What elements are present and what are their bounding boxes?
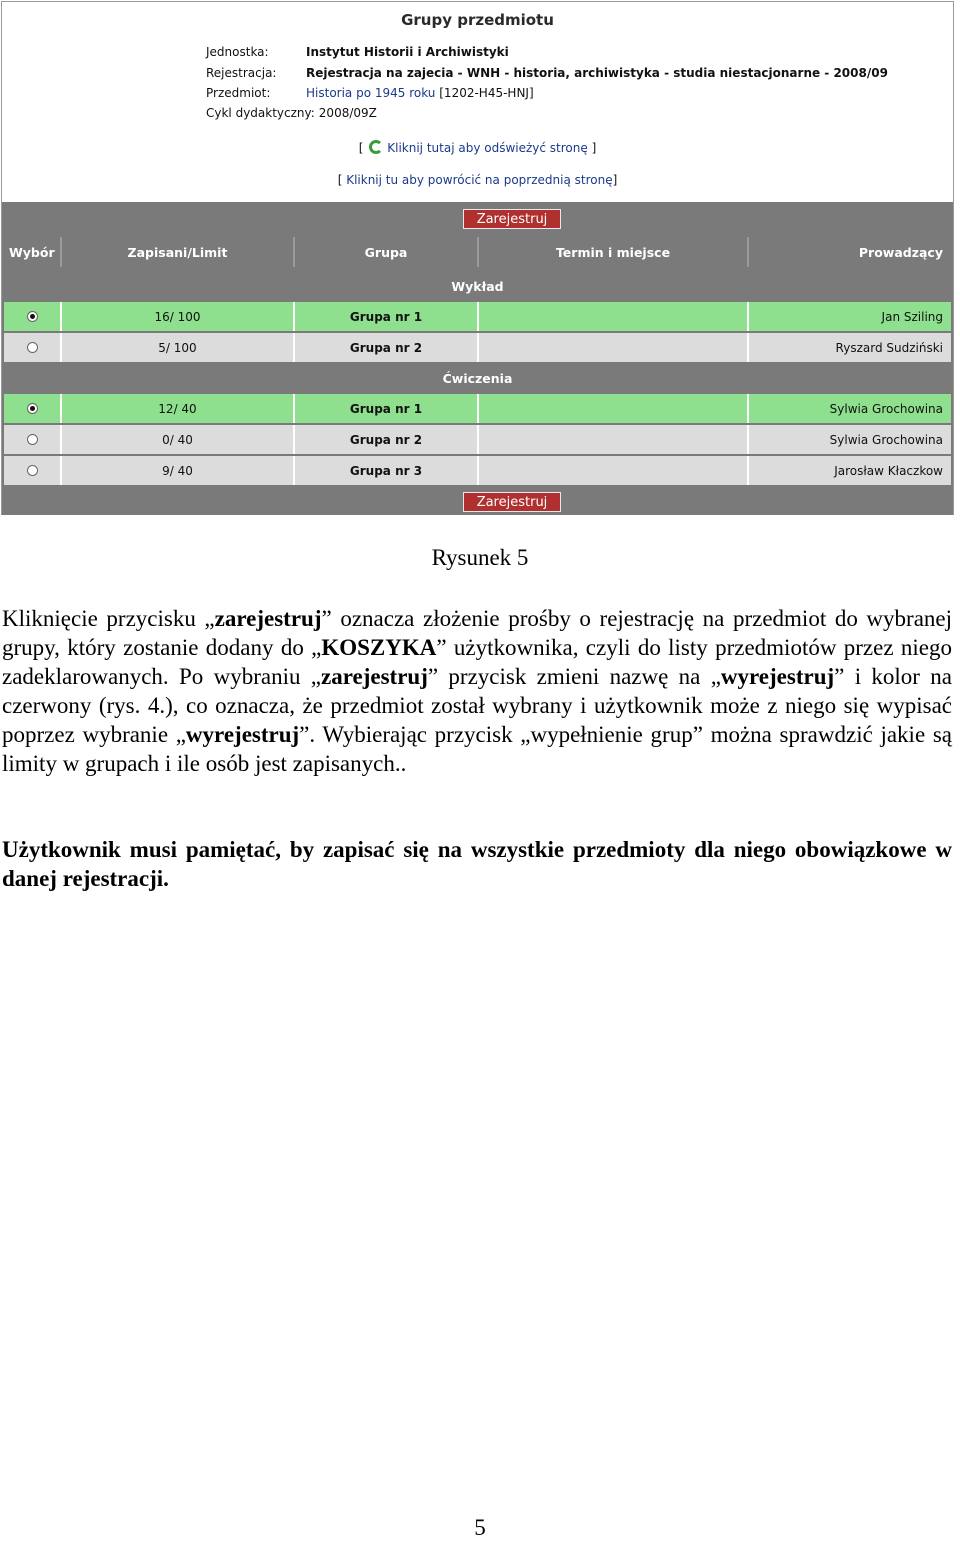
term-place — [479, 425, 749, 454]
group-radio[interactable] — [27, 403, 38, 414]
subject-code: [1202-H45-HNJ] — [439, 86, 534, 100]
groups-table — [2, 202, 953, 515]
term-place — [479, 394, 749, 423]
enrolled-limit: 16/ 100 — [62, 302, 295, 331]
refresh-icon — [369, 140, 383, 154]
teacher-name: Sylwia Grochowina — [749, 425, 951, 454]
subject-link[interactable]: Historia po 1945 roku — [306, 86, 436, 100]
unit-label: Jednostka: — [206, 45, 269, 59]
group-name: Grupa nr 1 — [295, 302, 479, 331]
term-place — [479, 456, 749, 485]
term-place — [479, 302, 749, 331]
info-unit — [206, 45, 509, 59]
registration-label: Rejestracja: — [206, 66, 277, 80]
teacher-name: Ryszard Sudziński — [749, 333, 951, 362]
col-header-enrolled: Zapisani/Limit — [62, 237, 295, 267]
section-exercises: Ćwiczenia — [442, 371, 513, 386]
refresh-line: [ Kliknij tutaj aby odświeżyć stronę ] — [358, 141, 597, 155]
back-line: [ Kliknij tu aby powrócić na poprzednią stronę] — [337, 173, 618, 187]
figure-caption: Rysunek 5 — [431, 545, 529, 570]
page-number: 5 — [474, 1515, 486, 1540]
info-registration — [206, 66, 888, 80]
cycle-label: Cykl dydaktyczny: — [206, 106, 315, 120]
important-note: Użytkownik musi pamiętać, by zapisać się na wszystkie przedmioty dla niego obowiązkowe w danej rejestracji. — [2, 837, 952, 891]
register-button-bottom[interactable]: Zarejestruj — [463, 492, 561, 512]
group-radio[interactable] — [27, 311, 38, 322]
table-row — [2, 425, 953, 454]
teacher-name: Sylwia Grochowina — [749, 394, 951, 423]
group-radio[interactable] — [27, 342, 38, 353]
term-place — [479, 333, 749, 362]
group-name: Grupa nr 1 — [295, 394, 479, 423]
col-header-choice: Wybór — [4, 237, 62, 267]
col-header-term: Termin i miejsce — [479, 237, 749, 267]
info-subject — [206, 86, 534, 100]
screenshot-figure — [1, 1, 954, 515]
back-link[interactable]: Kliknij tu aby powrócić na poprzednią stronę — [346, 173, 613, 187]
register-button-top[interactable]: Zarejestruj — [463, 209, 561, 229]
teacher-name: Jan Sziling — [749, 302, 951, 331]
body-paragraph: Kliknięcie przycisku „zarejestruj” oznacza złożenie prośby o rejestrację na przedmiot do wybranej grupy, który zostanie dodany do „KOSZYKA” użytkownika, czyli do listy przedmiotów przez niego zadeklarowanych. Po wybraniu „zarejestruj” przycisk zmieni nazwę na „wyrejestruj” i kolor na czerwony (rys. 4.), co oznacza, że przedmiot został wybrany i użytkownik może z niego się wypisać poprzez wybranie „wyrejestruj”. Wybierając przycisk „wypełnienie grup” można sprawdzić jakie są limity w grupach i ile osób jest zapisanych.. — [2, 606, 953, 776]
section-lecture: Wykład — [451, 279, 504, 294]
table-header — [2, 237, 953, 267]
enrolled-limit: 12/ 40 — [62, 394, 295, 423]
table-row — [2, 394, 953, 423]
group-name: Grupa nr 2 — [295, 425, 479, 454]
subject-label: Przedmiot: — [206, 86, 271, 100]
group-radio[interactable] — [27, 465, 38, 476]
info-cycle — [206, 106, 377, 120]
table-row — [2, 333, 953, 362]
enrolled-limit: 5/ 100 — [62, 333, 295, 362]
refresh-link[interactable]: Kliknij tutaj aby odświeżyć stronę — [387, 141, 588, 155]
group-radio[interactable] — [27, 434, 38, 445]
col-header-teacher: Prowadzący — [858, 244, 943, 260]
unit-value: Instytut Historii i Archiwistyki — [306, 45, 509, 59]
group-name: Grupa nr 2 — [295, 333, 479, 362]
group-name: Grupa nr 3 — [295, 456, 479, 485]
page-title: Grupy przedmiotu — [401, 11, 554, 29]
table-row — [2, 456, 953, 485]
enrolled-limit: 0/ 40 — [62, 425, 295, 454]
teacher-name: Jarosław Kłaczkow — [749, 456, 951, 485]
table-row — [2, 302, 953, 331]
registration-value: Rejestracja na zajecia - WNH - historia, archiwistyka - studia niestacjonarne - 2008/09 — [306, 66, 888, 80]
col-header-group: Grupa — [295, 237, 479, 267]
enrolled-limit: 9/ 40 — [62, 456, 295, 485]
cycle-value: 2008/09Z — [318, 106, 377, 120]
